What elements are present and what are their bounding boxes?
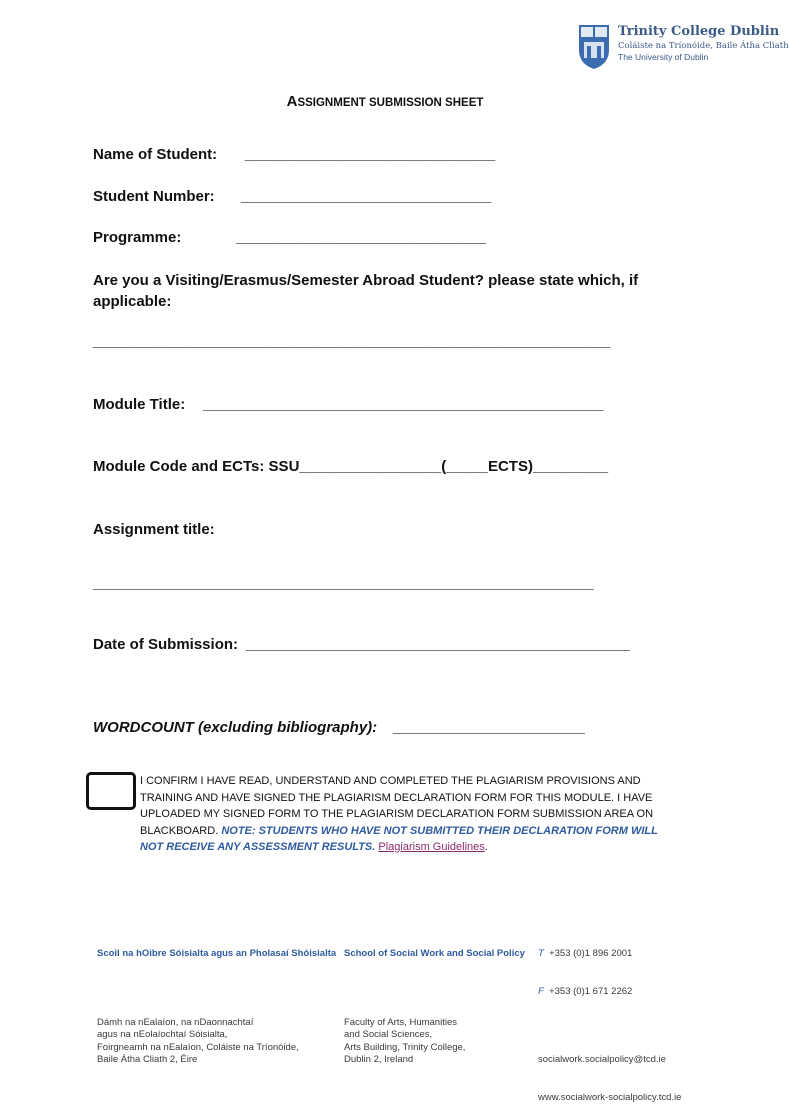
wordcount-label: WORDCOUNT (excluding bibliography): — [93, 719, 378, 736]
programme-label: Programme: — [93, 229, 182, 246]
footer-english-address: Faculty of Arts, Humanities and Social Sciences, Arts Building, Trinity College, Dublin 2, Ireland — [344, 1016, 466, 1065]
ects-line[interactable]: _____ECTS) — [446, 458, 533, 475]
confirm-note: NOTE: STUDENTS WHO HAVE NOT SUBMITTED THEIR DECLARATION FORM WILL NOT RECEIVE ANY ASSESSMENT RESULTS. — [140, 824, 658, 853]
phone-label: T — [538, 948, 544, 959]
footer-email[interactable]: socialwork.socialpolicy@tcd.ie — [538, 1054, 666, 1065]
tcd-logo — [578, 22, 789, 74]
page-title — [0, 93, 770, 110]
assignment-title-label: Assignment title: — [93, 521, 215, 538]
footer-english-heading: School of Social Work and Social Policy — [344, 948, 525, 959]
footer-irish-address: Dámh na nEalaíon, na nDaonnachtaí agus na nEolaíochtaí Sóisialta, Foirgneamh na nEalaíon, Coláiste na Tríonóide, Baile Átha Cliath 2, Éire — [97, 1016, 299, 1065]
module-code-trailing-line[interactable]: _________ — [532, 458, 609, 475]
footer-website[interactable]: www.socialwork-socialpolicy.tcd.ie — [538, 1091, 682, 1103]
confirm-end: . — [484, 841, 488, 853]
logo-university: The University of Dublin — [618, 52, 709, 62]
plagiarism-guidelines-link[interactable]: Plagiarism Guidelines — [378, 841, 485, 853]
crest-icon — [578, 24, 610, 70]
footer-irish — [97, 923, 336, 1079]
module-code-label: Module Code and ECTs: SSU — [93, 458, 300, 475]
confirm-statement — [140, 773, 680, 856]
name-label: Name of Student: — [93, 146, 218, 163]
logo-irish-name: Coláiste na Tríonóide, Baile Átha Cliath — [618, 41, 789, 51]
module-title-line[interactable]: ________________________________________________ — [203, 396, 604, 413]
wordcount-line[interactable]: _______________________ — [393, 719, 585, 736]
fax-label: F — [538, 985, 544, 997]
name-field — [93, 146, 217, 163]
module-code-line[interactable]: _________________( — [299, 458, 447, 475]
student-number-line[interactable]: ______________________________ — [241, 188, 492, 205]
module-title-label: Module Title: — [93, 396, 186, 413]
phone-number: +353 (0)1 896 2001 — [549, 948, 633, 959]
footer-irish-heading: Scoil na hOibre Sóisialta agus an Pholasaí Shóisialta — [97, 948, 337, 959]
date-of-submission-line[interactable]: ______________________________________________ — [246, 636, 630, 653]
name-line[interactable]: ______________________________ — [245, 146, 496, 163]
assignment-title-line[interactable]: ____________________________________________________________ — [93, 575, 594, 592]
title-rest: SSIGNMENT SUBMISSION SHEET — [297, 97, 484, 109]
programme-line[interactable]: ______________________________ — [236, 229, 487, 246]
footer-phone-row — [538, 948, 681, 961]
footer-contact — [538, 923, 681, 1117]
module-code-row — [93, 458, 608, 475]
confirm-text: I CONFIRM I HAVE READ, UNDERSTAND AND COMPLETED THE PLAGIARISM PROVISIONS AND TRAINING AND HAVE SIGNED THE PLAGIARISM DECLARATION FORM FOR THIS MODULE. I HAVE UPLOADED MY SIGNED FORM TO THE PLAGIARISM DECLARATION FORM SUBMISSION AREA ON BLACKBOARD. — [140, 775, 654, 837]
visiting-student-label: Are you a Visiting/Erasmus/Semester Abroad Student? please state which, if applicable: — [93, 272, 639, 310]
logo-name: Trinity College Dublin — [618, 24, 780, 39]
fax-number: +353 (0)1 671 2262 — [549, 985, 633, 997]
visiting-student-line[interactable]: ______________________________________________________________ — [93, 333, 611, 350]
student-number-label: Student Number: — [93, 188, 215, 205]
footer-english — [344, 923, 525, 1079]
title-first-letter: A — [286, 93, 298, 110]
footer-fax-row — [538, 986, 681, 999]
date-of-submission-label: Date of Submission: — [93, 636, 239, 653]
confirm-checkbox[interactable] — [86, 772, 136, 810]
